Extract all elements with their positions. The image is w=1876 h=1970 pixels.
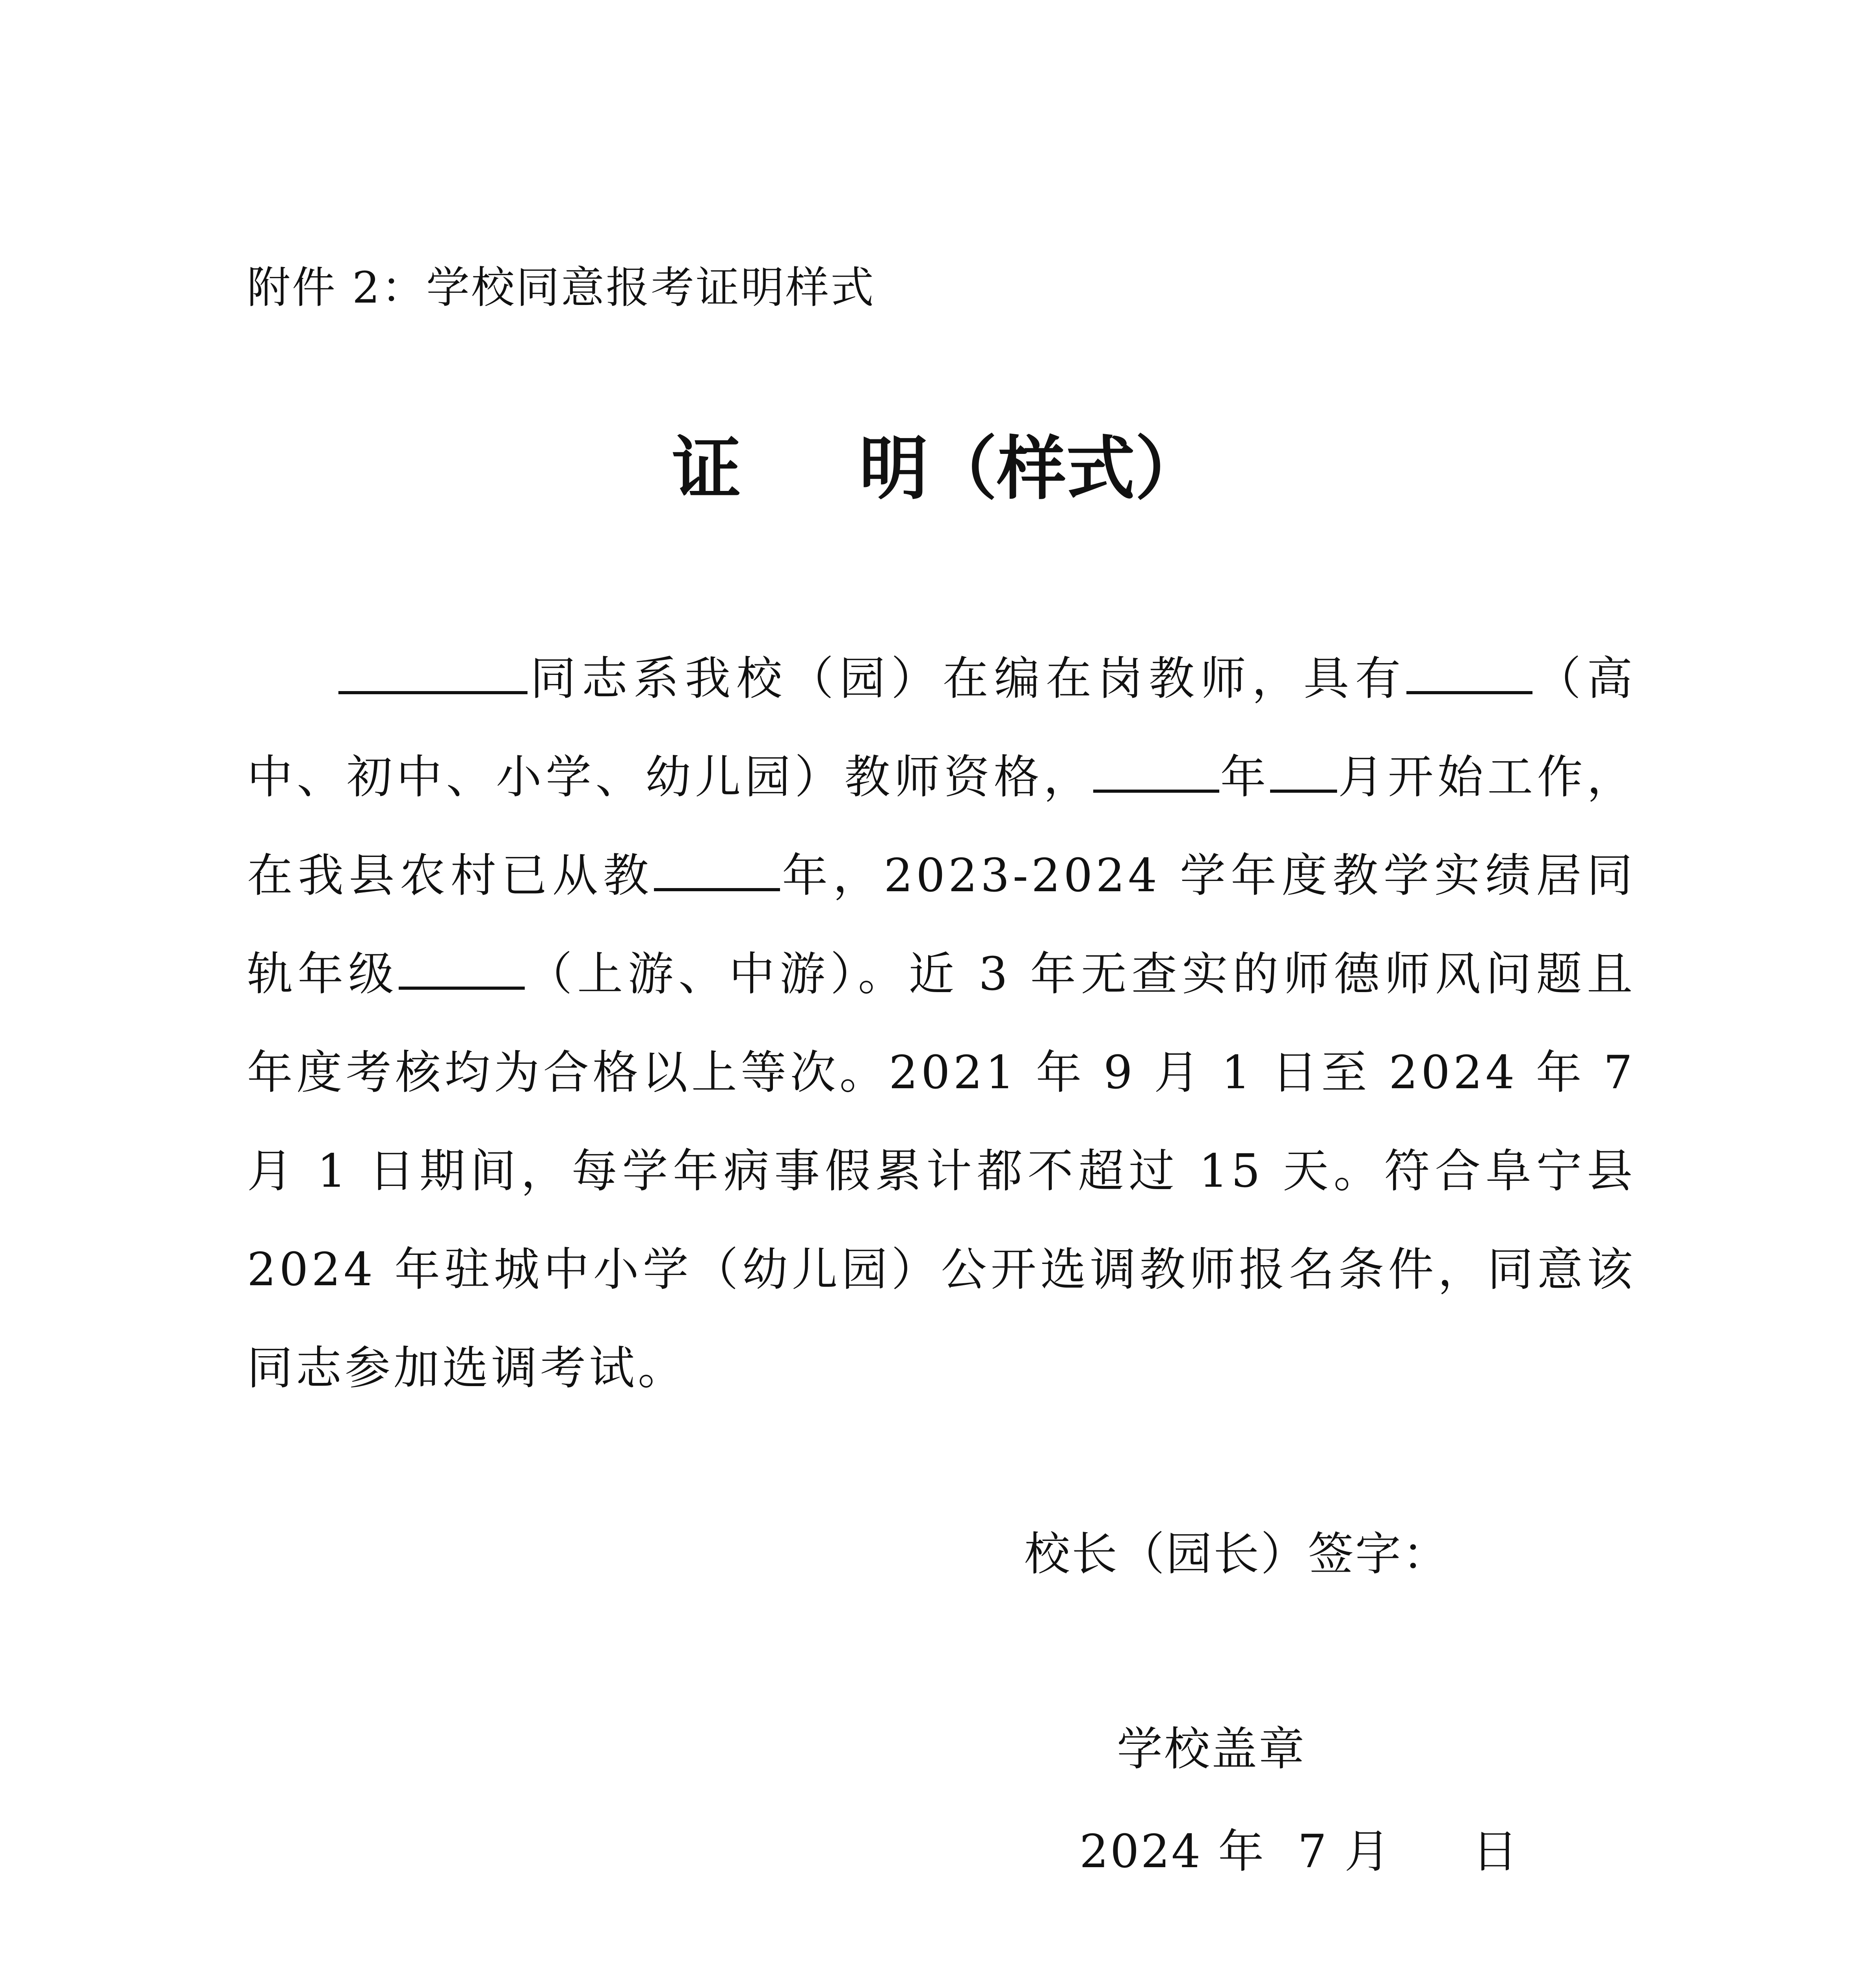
document-title [0, 426, 1876, 512]
body-segment-2: （高中、初中、小学、幼儿园）教师资格， [247, 652, 1636, 804]
blank-rural-years [654, 849, 780, 891]
blank-qualification [1406, 652, 1532, 694]
blank-start-month [1270, 750, 1337, 793]
blank-ranking [399, 947, 525, 990]
blank-name [338, 652, 528, 694]
blank-start-year [1093, 750, 1219, 793]
principal-signature-label: 校长（园长）签字： [1024, 1528, 1450, 1581]
title-part-2: 明（样式） [859, 428, 1204, 509]
body-segment-1: 同志系我校（园）在编在岗教师，具有 [528, 652, 1407, 705]
school-seal-label: 学校盖章 [1117, 1723, 1306, 1776]
certificate-body [247, 630, 1636, 1418]
date-line: 2024 年 7 月 日 [1079, 1825, 1519, 1878]
body-segment-6: （上游、中游）。近 3 年无查实的师德师风问题且年度考核均为合格以上等次。2021 年 9 月 1 日至 2024 年 7 月 1 日期间，每学年病事假累计都不超过 15 天。符合阜宁县 2024 年驻城中小学（幼儿园）公开选调教师报名条件，同意该同志参加选调考试。 [247, 948, 1636, 1395]
body-segment-5: 年，2023-2024 学年度教学实绩居同轨年级 [247, 849, 1636, 1001]
body-segment-4: 月开始工作，在我县农村已从教 [247, 751, 1636, 902]
body-segment-3: 年 [1219, 751, 1270, 804]
attachment-label: 附件 2：学校同意报考证明样式 [247, 262, 875, 313]
title-part-1: 证 [672, 428, 741, 509]
